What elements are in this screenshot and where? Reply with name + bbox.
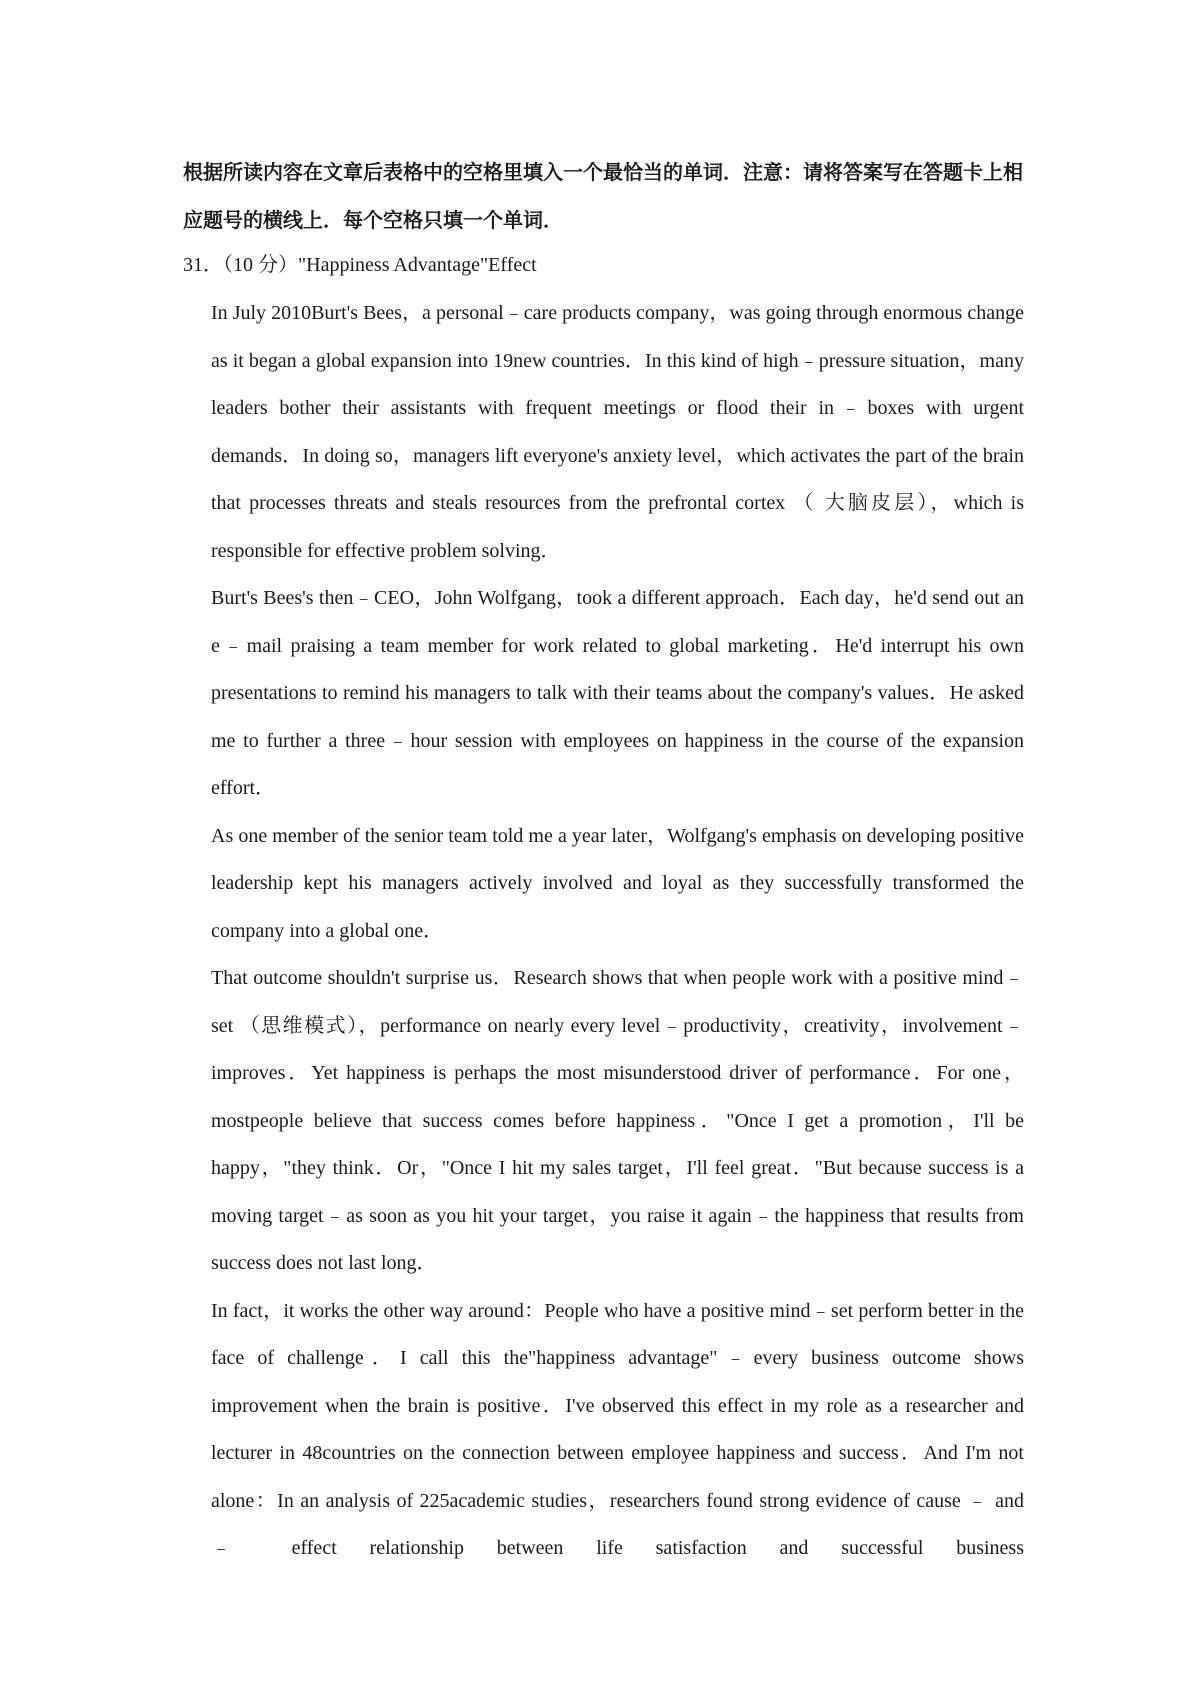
passage-paragraph: In July 2010Burt's Bees，a personal﹣care products company，was going through enormous change as it began a global expansion into 19new countries．In this kind of high﹣pressure situation，many leaders bother their assistants with frequent meetings or flood their in﹣boxes with urgent demands．In doing so，managers lift everyone's anxiety level，which activates the part of the brain that processes threats and steals resources from the prefrontal cortex （ 大脑皮层），which is responsible for effective problem solving．	[211, 302, 1024, 562]
passage-paragraph: Burt's Bees's then﹣CEO，John Wolfgang，took a different approach．Each day，he'd send out an e﹣mail praising a team member for work related to global marketing．He'd interrupt his own presentations to remind his managers to talk with their teams about the company's values．He asked me to further a three﹣hour session with employees on happiness in the course of the expansion effort．	[211, 587, 1024, 799]
reading-passage	[211, 290, 1024, 1573]
question-header	[183, 250, 537, 280]
passage-title: "Happiness Advantage"Effect	[298, 254, 537, 276]
question-points: （10 分）	[223, 254, 298, 276]
passage-paragraph: In fact，it works the other way around：People who have a positive mind﹣set perform better in the face of challenge．I call this the"happiness advantage"﹣every business outcome shows improvement when the brain is positive．I've observed this effect in my role as a researcher and lecturer in 48countries on the connection between employee happiness and success．And I'm not alone：In an analysis of 225academic studies，researchers found strong evidence of cause ﹣ and ﹣ effect relationship between life satisfaction and successful business	[211, 1299, 1024, 1559]
question-number: 31．	[183, 254, 223, 276]
instructions-text: 根据所读内容在文章后表格中的空格里填入一个最恰当的单词．注意：请将答案写在答题卡上相应题号的横线上．每个空格只填一个单词．	[183, 160, 1023, 232]
passage-paragraph: That outcome shouldn't surprise us．Research shows that when people work with a positive mind﹣set （思维模式），performance on nearly every level﹣productivity，creativity，involvement﹣improves．Yet happiness is perhaps the most misunderstood driver of performance．For one，mostpeople believe that success comes before happiness．"Once I get a promotion，I'll be happy，"they think．Or，"Once I hit my sales target，I'll feel great．"But because success is a moving target﹣as soon as you hit your target，you raise it again﹣the happiness that results from success does not last long．	[211, 967, 1024, 1274]
passage-paragraph: As one member of the senior team told me a year later，Wolfgang's emphasis on developing positive leadership kept his managers actively involved and loyal as they successfully transformed the company into a global one．	[211, 824, 1024, 942]
